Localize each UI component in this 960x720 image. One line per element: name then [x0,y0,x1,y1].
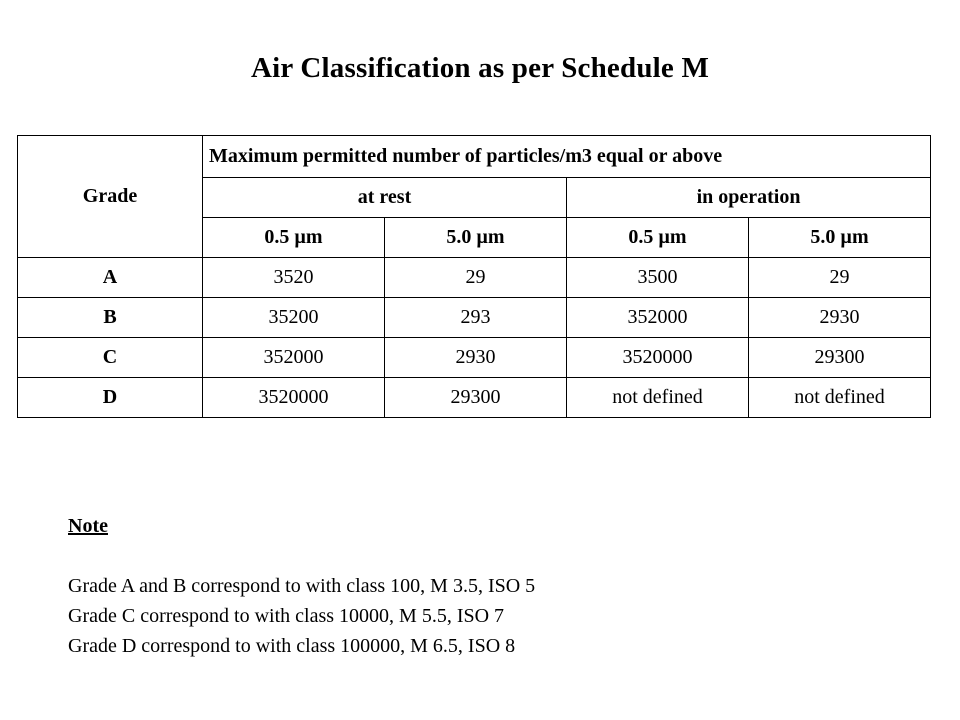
value-cell: 29 [749,258,931,298]
value-cell: not defined [567,378,749,418]
at-rest-header: at rest [203,178,567,218]
value-cell: 3520000 [203,378,385,418]
value-cell: 29300 [749,338,931,378]
table-row [18,298,931,338]
value-cell: 29 [385,258,567,298]
value-cell: 2930 [385,338,567,378]
grade-cell: D [18,378,203,418]
size-header: 5.0 µm [749,218,931,258]
value-cell: 3520000 [567,338,749,378]
value-cell: 352000 [567,298,749,338]
air-classification-table [17,135,931,418]
table-row [18,378,931,418]
value-cell: 29300 [385,378,567,418]
value-cell: 293 [385,298,567,338]
value-cell: 3520 [203,258,385,298]
grade-cell: C [18,338,203,378]
grade-cell: A [18,258,203,298]
size-header: 5.0 µm [385,218,567,258]
note-line: Grade D correspond to with class 100000, M 6.5, ISO 8 [68,635,516,657]
value-cell: 3500 [567,258,749,298]
note-lines [68,571,535,661]
max-particles-header: Maximum permitted number of particles/m3 equal or above [203,136,931,178]
value-cell: not defined [749,378,931,418]
value-cell: 35200 [203,298,385,338]
size-header: 0.5 µm [567,218,749,258]
page-title: Air Classification as per Schedule M [250,52,710,84]
table-row [18,338,931,378]
note-line: Grade C correspond to with class 10000, M 5.5, ISO 7 [68,605,505,627]
table-header-row [18,136,931,178]
value-cell: 2930 [749,298,931,338]
note-line: Grade A and B correspond to with class 100, M 3.5, ISO 5 [68,575,536,597]
grade-cell: B [18,298,203,338]
grade-header: Grade [18,136,203,258]
note-section [68,511,535,661]
table-row [18,258,931,298]
in-operation-header: in operation [567,178,931,218]
note-title: Note [68,515,108,537]
value-cell: 352000 [203,338,385,378]
size-header: 0.5 µm [203,218,385,258]
